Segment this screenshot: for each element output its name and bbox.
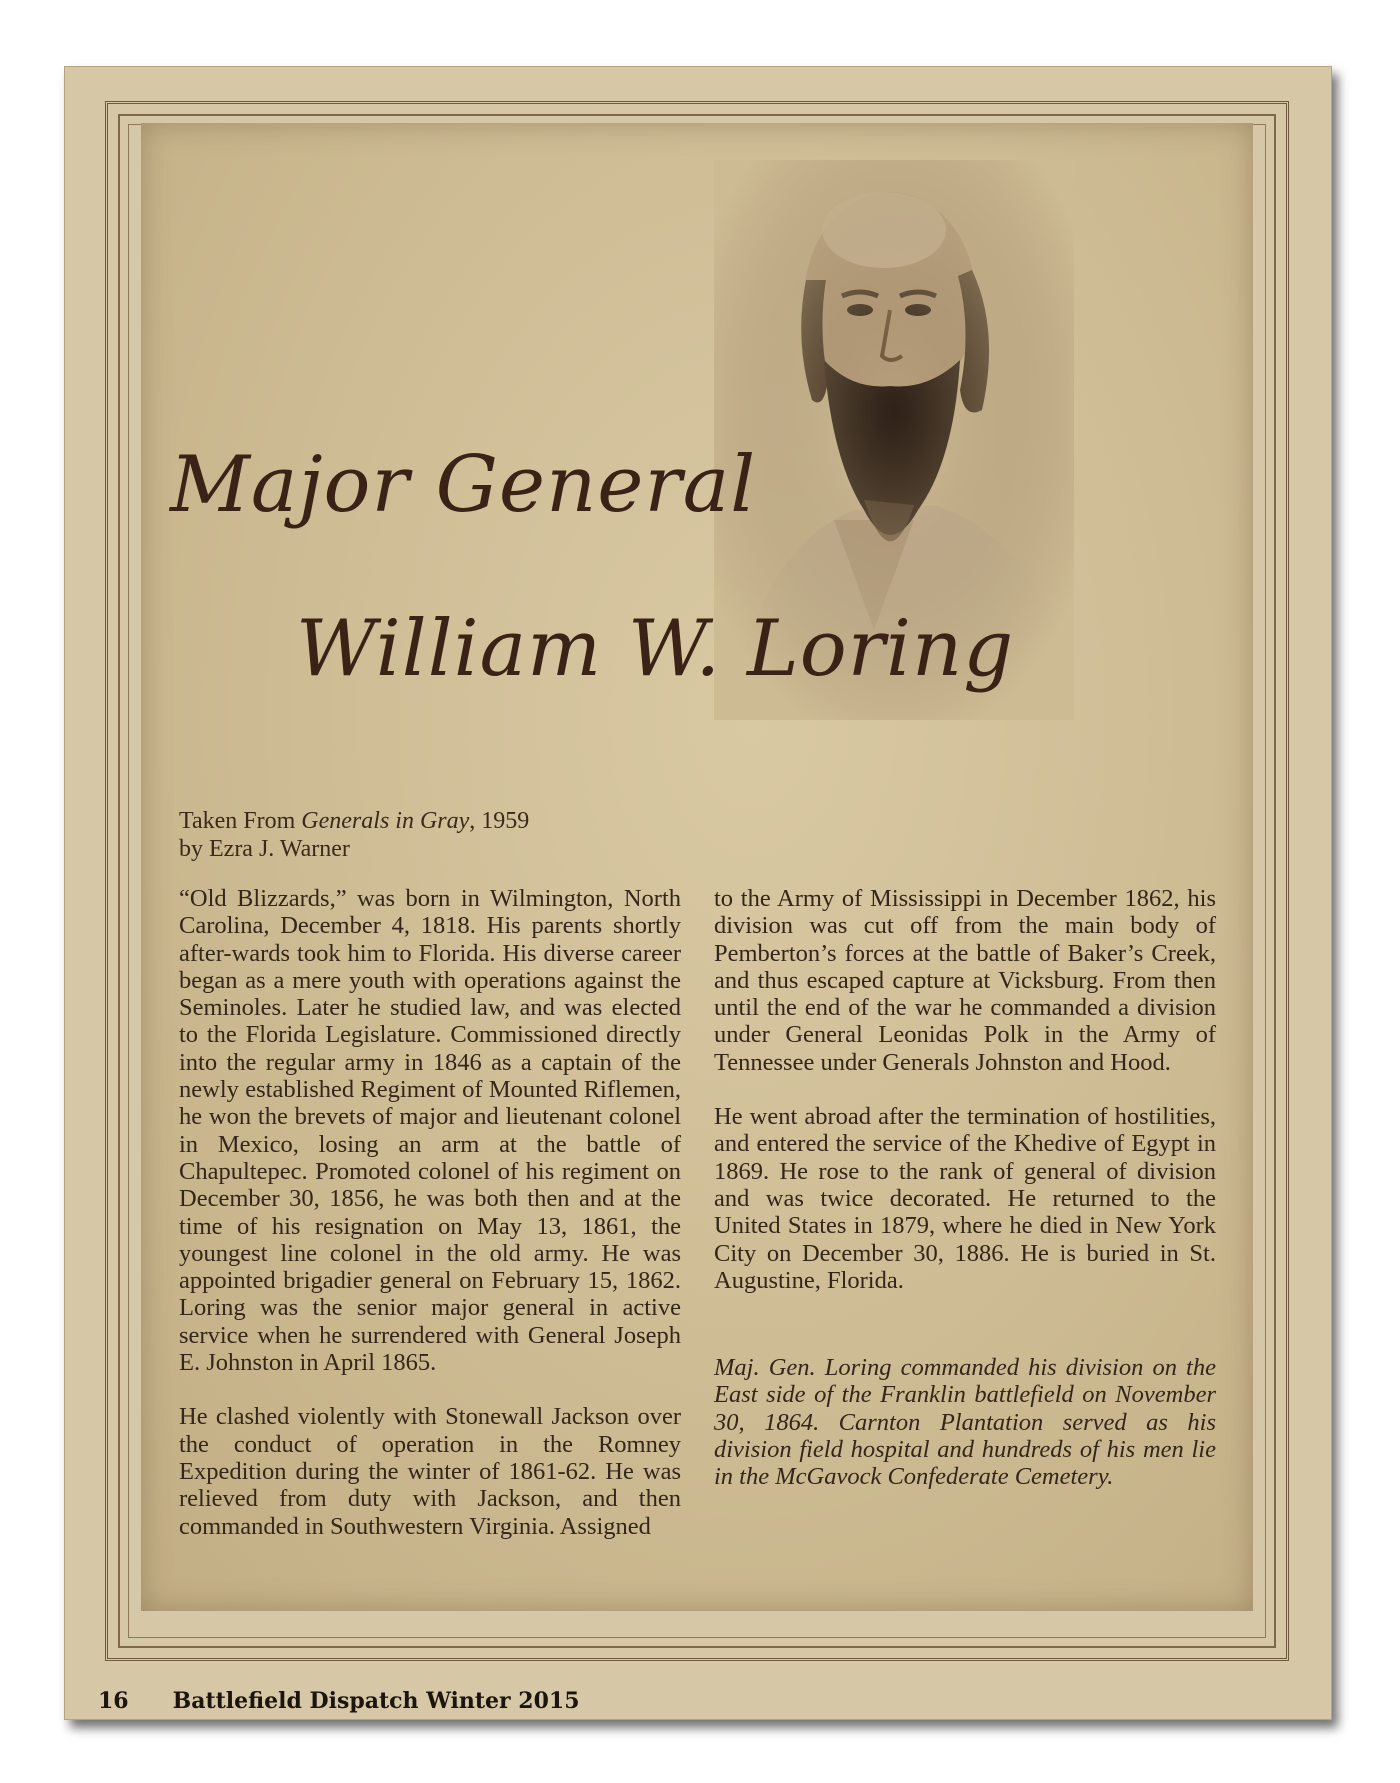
publication-name: Battlefield Dispatch Winter 2015: [172, 1688, 580, 1714]
title-line-1: Major General: [170, 440, 757, 530]
source-prefix: Taken From: [179, 808, 302, 834]
article-paragraph: He went abroad after the termination of hostilities, and entered the service of the Khedive of Egypt in 1869. He rose to the rank of general of division and was twice decorated. He returned to the United States in 1879, where he died in New York City on December 30, 1886. He is buried in St. Augustine, Florida.: [714, 1103, 1216, 1294]
photo-caption: Maj. Gen. Loring commanded his division on the East side of the Franklin battlefield on November 30, 1864. Carnton Plantation served as his division field hospital and hundreds of his men lie in the McGavock Confederate Cemetery.: [714, 1354, 1216, 1491]
article-paragraph: He clashed violently with Stonewall Jackson over the conduct of operation in the Romney Expedition during the winter of 1861-62. He was relieved from duty with Jackson, and then commanded in Southwestern Virginia. Assigned: [179, 1403, 681, 1540]
source-year: , 1959: [469, 808, 530, 834]
source-credit: [179, 807, 699, 863]
page-footer: [98, 1688, 580, 1714]
source-author: by Ezra J. Warner: [179, 836, 350, 862]
article-paragraph: “Old Blizzards,” was born in Wilmington, North Carolina, December 4, 1818. His parents shortly after-wards took him to Florida. His diverse career began as a mere youth with operations against the Seminoles. Later he studied law, and was elected to the Florida Legislature. Commissioned directly into the regular army in 1846 as a captain of the newly established Regiment of Mounted Riflemen, he won the brevets of major and lieutenant colonel in Mexico, losing an arm at the battle of Chapultepec. Promoted colonel of his regiment on December 30, 1856, he was both then and at the time of his resignation on May 13, 1861, the youngest line colonel in the old army. He was appointed brigadier general on February 15, 1862. Loring was the senior major general in active service when he surrendered with General Joseph E. Johnston in April 1865.: [179, 885, 681, 1377]
article-column-right: [714, 885, 1216, 1518]
title-line-2: William W. Loring: [296, 604, 1015, 694]
source-book-title: Generals in Gray: [301, 808, 470, 834]
page-number: 16: [98, 1688, 129, 1714]
article-paragraph: to the Army of Mississippi in December 1862, his division was cut off from the main body of Pemberton’s forces at the battle of Baker’s Creek, and thus escaped capture at Vicksburg. From then until the end of the war he commanded a division under General Leonidas Polk in the Army of Tennessee under Generals Johnston and Hood.: [714, 885, 1216, 1076]
source-book-line: [179, 807, 699, 835]
article-column-left: [179, 885, 681, 1567]
